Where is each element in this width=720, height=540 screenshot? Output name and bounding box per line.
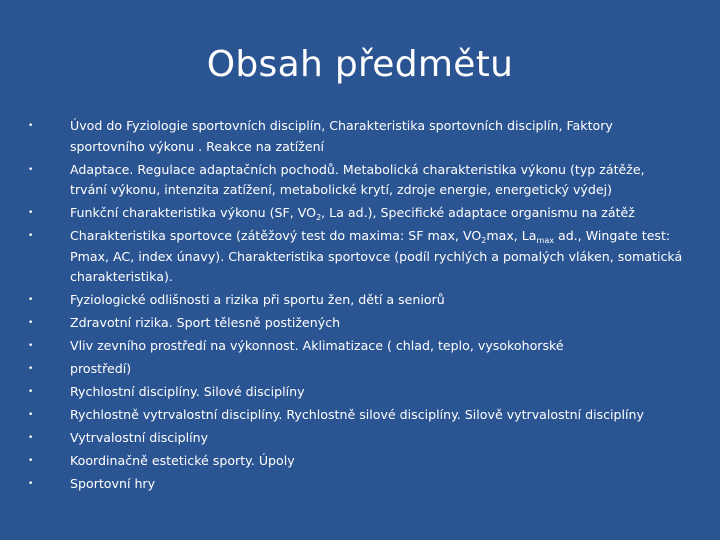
bullet-icon: • [28,364,34,374]
bullet-icon: • [28,456,34,466]
bullet-icon: • [28,479,34,489]
list-item [28,226,685,288]
item-text: Charakteristika sportovce (zátěžový test do maxima: SF max, VO [70,228,482,243]
item-text: Koordinačně estetické sporty. Úpoly [70,453,295,468]
list-item [28,405,685,426]
slide-title: Obsah předmětu [206,44,514,85]
list-item [28,336,685,357]
list-item [28,160,685,201]
item-text: Fyziologické odlišnosti a rizika při sportu žen, dětí a seniorů [70,292,445,307]
item-text: Vliv zevního prostředí na výkonnost. Aklimatizace ( chlad, teplo, vysokohorské [70,338,564,353]
bullet-icon: • [28,341,34,351]
item-text: Rychlostní disciplíny. Silové disciplíny [70,384,305,399]
item-text: ad., Wingate test: Pmax, AC, index únavy). Charakteristika sportovce (podíl rychlých a pomalých vláken, somatická charakteristika). [70,228,683,284]
item-text: Úvod do Fyziologie sportovních disciplín, Charakteristika sportovních disciplín, Faktory sportovního výkonu . Reakce na zatížení [70,118,613,154]
list-item [28,290,685,311]
list-item [28,474,685,495]
item-text: Sportovní hry [70,476,156,491]
item-text: max, La [486,228,537,243]
list-item [28,313,685,334]
item-text: Funkční charakteristika výkonu (SF, VO [70,205,317,220]
item-text: , La ad.), Specifické adaptace organismu na zátěž [321,205,635,220]
bullet-list [28,116,685,497]
list-item [28,382,685,403]
item-text: Adaptace. Regulace adaptačních pochodů. Metabolická charakteristika výkonu (typ zátěže, trvání výkonu, intenzita zatížení, metabolické krytí, zdroje energie, energetický výdej) [70,161,645,197]
list-item [28,428,685,449]
bullet-icon: • [28,231,34,241]
bullet-icon: • [28,208,34,218]
bullet-icon: • [28,387,34,397]
item-text: Rychlostně vytrvalostní disciplíny. Rychlostně silové disciplíny. Silově vytrvalostní disciplíny [70,407,644,422]
bullet-icon: • [28,295,34,305]
list-item [28,116,685,157]
subscript-text: 2 [316,213,322,222]
bullet-icon: • [28,164,34,175]
bullet-icon: • [28,433,34,443]
bullet-icon: • [28,410,34,420]
subscript-text: max [536,236,554,245]
item-text: Zdravotní rizika. Sport tělesně postižených [70,315,341,330]
bullet-icon: • [28,121,34,131]
item-text: prostředí) [70,361,132,376]
list-item [28,359,685,380]
list-item [28,451,685,472]
item-text: Vytrvalostní disciplíny [70,430,209,445]
bullet-icon: • [28,318,34,328]
list-item [28,203,685,224]
subscript-text: 2 [481,236,487,245]
